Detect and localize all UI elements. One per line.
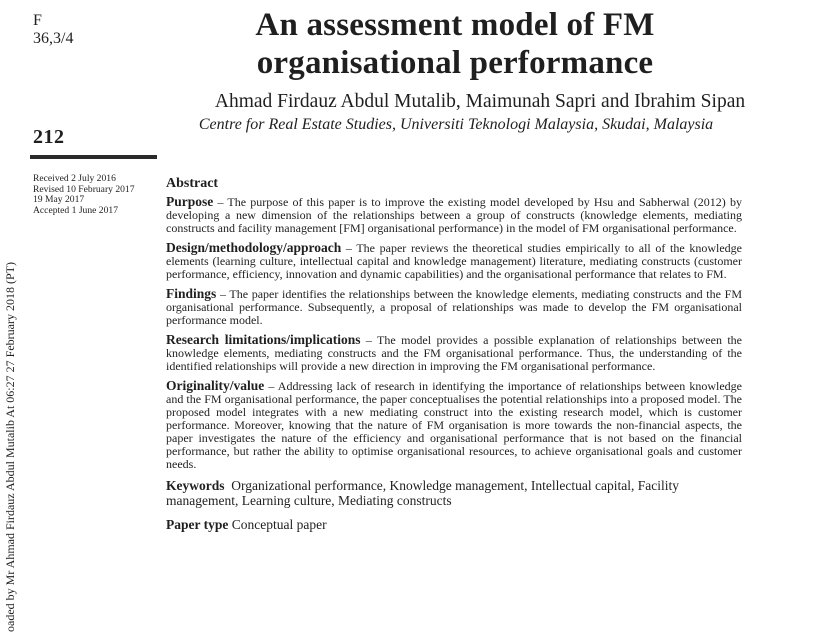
abstract-purpose [166, 195, 742, 235]
abstract-heading: Abstract [166, 176, 219, 191]
paper-type [166, 517, 742, 532]
date-received: Received 2 July 2016 [33, 173, 116, 184]
section-text: – The paper reviews the theoretical studies empirically to all of the knowledge elements (learning culture, intellectual capital and knowledge management) literature, mediating constructs (customer performance, efficiency, innovation and dynamic capabilities) and the organisational performance that relates to FM. [166, 241, 742, 281]
keywords-text: Organizational performance, Knowledge management, Intellectual capital, Facility management, Learning culture, Mediating constructs [166, 478, 679, 508]
margin-rule [30, 155, 157, 159]
abstract-originality [166, 379, 742, 471]
section-text: – The purpose of this paper is to improve the existing model developed by Hsu and Sabherwal (2012) by developing a new dimension of the relationships between a group of constructs (knowledge elements, mediating constructs and facility management [FM] organisational performance) in the model of FM organisational performance. [166, 195, 742, 235]
date-accepted: Accepted 1 June 2017 [33, 204, 118, 216]
download-watermark: oaded by Mr Ahmad Firdauz Abdul Mutalib At 06:27 27 February 2018 (PT) [3, 262, 17, 632]
page-number: 212 [33, 126, 65, 148]
section-label: Research limitations/implications [166, 332, 361, 347]
section-label: Design/methodology/approach [166, 240, 342, 255]
history-dates [33, 174, 158, 216]
keywords-label: Keywords [166, 478, 225, 493]
journal-volume: 36,3/4 [33, 30, 74, 47]
date-revised: Revised 10 February 2017 [33, 183, 135, 195]
section-label: Findings [166, 286, 217, 301]
abstract-design [166, 241, 742, 281]
paper-type-label: Paper type [166, 517, 229, 532]
section-text: – Addressing lack of research in identifying the importance of relationships between knowledge and the FM organisational performance, the paper conceptualises the potential relationships into a proposed model. The proposed model integrates with a new mediating construct into the existing research model, which is customer performance. Moreover, knowing that the nature of FM organisation is more towards the non-financial aspects, the paper investigates the nature of the efficiency and organisational performance that is not based on the financial performance, but rather the ability to optimise organisational resources, to achieve organisational goals and customer needs. [166, 379, 742, 471]
paper-type-text: Conceptual paper [231, 517, 327, 532]
author-affiliation: Centre for Real Estate Studies, Universiti Teknologi Malaysia, Skudai, Malaysia [198, 116, 714, 133]
date-revised-2: 19 May 2017 [33, 194, 85, 205]
keywords [166, 478, 742, 508]
abstract-limitations [166, 333, 742, 373]
paper-title: An assessment model of FM organisational performance [255, 7, 655, 81]
abstract-findings [166, 287, 742, 327]
section-text: – The model provides a possible explanation of relationships between the knowledge elements, mediating constructs and the FM organisational performance. Thus, the understanding of the identified relationships will provide a new direction in improving the FM organisational performance. [166, 333, 742, 373]
paper-authors: Ahmad Firdauz Abdul Mutalib, Maimunah Sapri and Ibrahim Sipan [214, 91, 746, 112]
section-label: Originality/value [166, 378, 265, 393]
abstract [166, 176, 742, 532]
journal-code: F [33, 12, 42, 29]
journal-info [33, 12, 73, 48]
section-label: Purpose [166, 194, 214, 209]
section-text: – The paper identifies the relationships between the knowledge elements, mediating constructs and the FM organisational performance. Subsequently, a proposal of relationships was made to develop the FM organisational performance model. [166, 287, 742, 327]
